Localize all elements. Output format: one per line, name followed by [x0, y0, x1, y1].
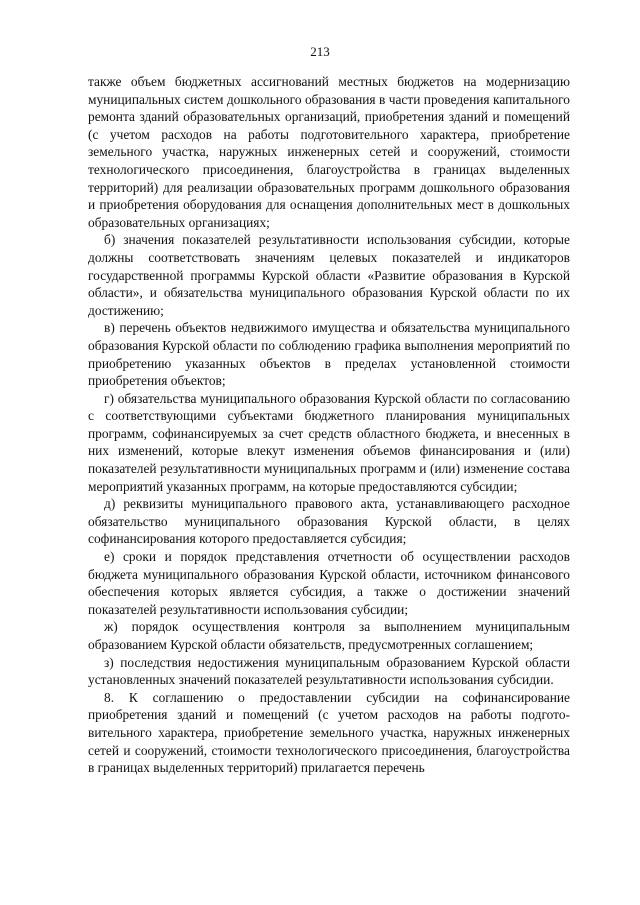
paragraph-section-8: 8. К соглашению о предоставлении субсидии на софинансирование приобретения зданий и помещений (с учетом расходов на работы подготовительного характера, приобретение земельного участка, наружных инженерных сетей и сооружений, стоимости технологического присоединения, благоустройства в границах выделенных территорий) прилагается перечень — [88, 689, 570, 776]
page-number: 213 — [310, 44, 330, 59]
paragraph-item-g: г) обязательства муниципального образования Курской области по согласованию с соответствующими субъектами бюджетного планирования муниципальных программ, софинансируемых за счет средств областного бюджета, и внесенных в них изменений, которые влекут изменения объемов финансирования и (или) показателей результативности муниципальных программ и (или) изменение состава мероприятий указанных программ, на которые предоставляются субсидии; — [88, 390, 570, 494]
paragraph-item-v: в) перечень объектов недвижимого имущества и обязательства муниципального образования Курской области по соблюдению графика выполнения мероприятий по приобретению указанных объектов в пределах установленной стоимости приобретения объектов; — [88, 320, 570, 389]
paragraph-item-b: б) значения показателей результативности использования субсидии, которые должны соответствовать значениям целевых показателей и индикаторов государственной программы Курской области «Развитие образования в Курской области», и обязательства муниципального образования Курской области по их достижению; — [88, 232, 570, 318]
paragraph-item-zh: ж) порядок осуществления контроля за выполнением муниципальным образованием Курской области обязательств, предусмотренных соглашением; — [88, 619, 570, 652]
paragraph-continuation: также объем бюджетных ассигнований местных бюджетов на модернизацию муниципальных систем дошкольного образования в части проведения капитального ремонта зданий образовательных организаций, приобретения зданий и помещений (с учетом расходов на работы подготовительного характера, приобретение земельного участка, наружных инженерных сетей и сооружений, стоимости технологического присоединения, благоустройства в границах выделенных территорий) для реализации образовательных программ дошкольного образования и приобретения оборудования для оснащения дополнительных мест в дошкольных образовательных организациях; — [88, 74, 570, 230]
paragraph-item-e: е) сроки и порядок представления отчетности об осуществлении расходов бюджета муниципального образования Курской области, источником финансового обеспечения которых является субсидия, а также о достижении значений показателей результативности использования субсидии; — [88, 549, 570, 617]
paragraph-item-z: з) последствия недостижения муниципальным образованием Курской области установленных значений показателей результативности использования субсидии. — [88, 654, 570, 688]
paragraph-item-d: д) реквизиты муниципального правового акта, устанавливающего расходное обязательство муниципального образования Курской области, в целях софинансирования которого предоставляется субсидия; — [88, 496, 570, 547]
document-body — [88, 73, 570, 777]
